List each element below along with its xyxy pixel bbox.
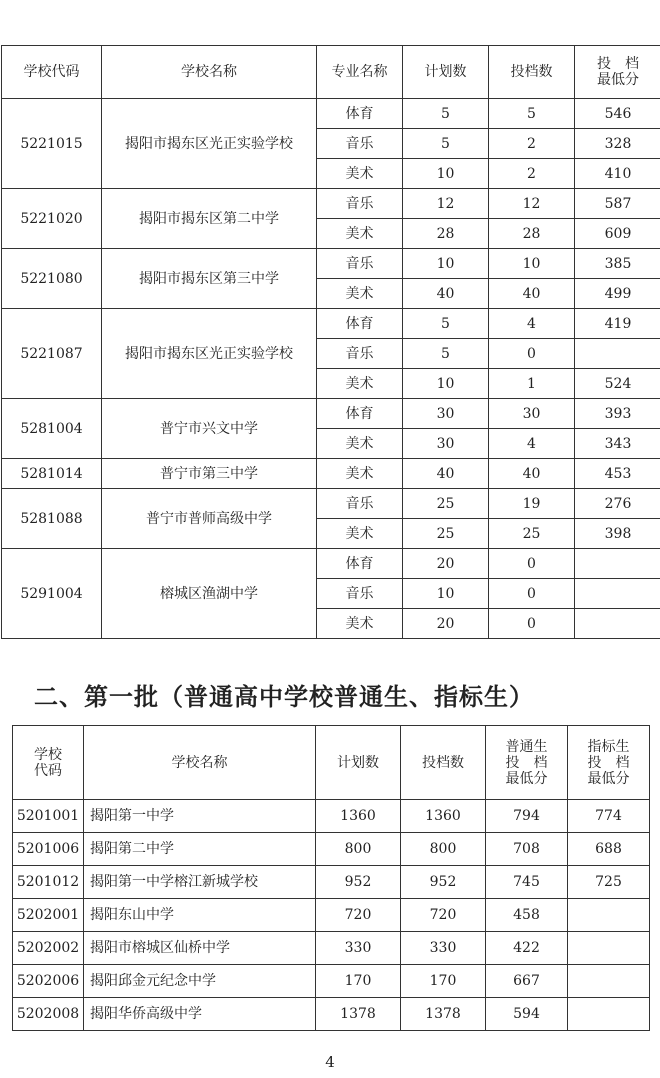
header-min-score xyxy=(575,46,660,99)
min-score: 276 xyxy=(575,489,660,519)
admitted: 4 xyxy=(489,429,575,459)
school-name: 揭阳华侨高级中学 xyxy=(84,998,316,1031)
regular-min-score: 745 xyxy=(486,866,568,899)
admitted: 0 xyxy=(489,579,575,609)
admitted: 330 xyxy=(401,932,486,965)
admitted: 5 xyxy=(489,99,575,129)
table-row xyxy=(13,800,650,833)
school-name: 揭阳第一中学 xyxy=(84,800,316,833)
admitted: 40 xyxy=(489,279,575,309)
table-row xyxy=(13,833,650,866)
plan: 10 xyxy=(403,369,489,399)
plan: 1378 xyxy=(316,998,401,1031)
table-row xyxy=(13,965,650,998)
school-code: 5201006 xyxy=(13,833,84,866)
major: 音乐 xyxy=(317,129,403,159)
major: 美术 xyxy=(317,519,403,549)
table-art-specialty xyxy=(1,45,660,639)
table-header-row xyxy=(2,46,660,99)
admitted: 28 xyxy=(489,219,575,249)
plan: 170 xyxy=(316,965,401,998)
plan: 330 xyxy=(316,932,401,965)
table-header-row xyxy=(13,726,650,800)
plan: 5 xyxy=(403,99,489,129)
school-name: 揭阳第二中学 xyxy=(84,833,316,866)
school-code: 5221015 xyxy=(2,99,102,189)
header-regular-line2: 投 档 xyxy=(505,754,548,771)
major: 美术 xyxy=(317,369,403,399)
quota-min-score xyxy=(568,932,650,965)
header-min-score-line2: 最低分 xyxy=(597,72,639,88)
major: 美术 xyxy=(317,279,403,309)
quota-min-score: 774 xyxy=(568,800,650,833)
header-quota-line1: 指标生 xyxy=(587,738,630,755)
min-score: 587 xyxy=(575,189,660,219)
plan: 30 xyxy=(403,429,489,459)
major: 音乐 xyxy=(317,489,403,519)
quota-min-score xyxy=(568,965,650,998)
table-row xyxy=(2,459,660,489)
plan: 952 xyxy=(316,866,401,899)
plan: 10 xyxy=(403,249,489,279)
plan: 40 xyxy=(403,279,489,309)
header-school-code xyxy=(13,726,84,800)
min-score: 385 xyxy=(575,249,660,279)
regular-min-score: 667 xyxy=(486,965,568,998)
header-quota-min-score xyxy=(568,726,650,800)
major: 美术 xyxy=(317,609,403,639)
plan: 25 xyxy=(403,519,489,549)
regular-min-score: 708 xyxy=(486,833,568,866)
school-name: 揭阳市揭东区第三中学 xyxy=(102,249,317,309)
admitted: 25 xyxy=(489,519,575,549)
quota-min-score: 725 xyxy=(568,866,650,899)
plan: 10 xyxy=(403,579,489,609)
header-school-code-line2: 代码 xyxy=(34,762,62,779)
header-major: 专业名称 xyxy=(317,46,403,99)
admitted: 19 xyxy=(489,489,575,519)
school-code: 5281014 xyxy=(2,459,102,489)
header-quota-line2: 投 档 xyxy=(587,754,630,771)
quota-min-score xyxy=(568,899,650,932)
major: 体育 xyxy=(317,99,403,129)
major: 音乐 xyxy=(317,339,403,369)
admitted: 1 xyxy=(489,369,575,399)
min-score: 609 xyxy=(575,219,660,249)
school-code: 5202006 xyxy=(13,965,84,998)
min-score: 328 xyxy=(575,129,660,159)
plan: 20 xyxy=(403,609,489,639)
major: 音乐 xyxy=(317,189,403,219)
plan: 10 xyxy=(403,159,489,189)
admitted: 4 xyxy=(489,309,575,339)
school-code: 5202008 xyxy=(13,998,84,1031)
school-code: 5201012 xyxy=(13,866,84,899)
plan: 5 xyxy=(403,309,489,339)
admitted: 170 xyxy=(401,965,486,998)
admitted: 1360 xyxy=(401,800,486,833)
major: 体育 xyxy=(317,549,403,579)
admitted: 40 xyxy=(489,459,575,489)
plan: 25 xyxy=(403,489,489,519)
major: 美术 xyxy=(317,459,403,489)
major: 美术 xyxy=(317,429,403,459)
page-number: 4 xyxy=(325,1053,335,1071)
min-score: 343 xyxy=(575,429,660,459)
min-score: 393 xyxy=(575,399,660,429)
admitted: 2 xyxy=(489,159,575,189)
major: 音乐 xyxy=(317,579,403,609)
table-first-batch xyxy=(12,725,650,1031)
major: 体育 xyxy=(317,309,403,339)
school-code: 5281004 xyxy=(2,399,102,459)
school-code: 5281088 xyxy=(2,489,102,549)
table-row xyxy=(13,998,650,1031)
min-score: 453 xyxy=(575,459,660,489)
school-name: 普宁市普师高级中学 xyxy=(102,489,317,549)
section-heading: 二、第一批（普通高中学校普通生、指标生） xyxy=(34,683,534,711)
min-score: 546 xyxy=(575,99,660,129)
min-score: 398 xyxy=(575,519,660,549)
table-row xyxy=(2,549,660,579)
min-score: 419 xyxy=(575,309,660,339)
plan: 5 xyxy=(403,339,489,369)
header-quota-line3: 最低分 xyxy=(587,770,630,787)
min-score: 410 xyxy=(575,159,660,189)
quota-min-score xyxy=(568,998,650,1031)
min-score: 524 xyxy=(575,369,660,399)
school-name: 揭阳市揭东区光正实验学校 xyxy=(102,99,317,189)
table-row xyxy=(2,399,660,429)
min-score: 499 xyxy=(575,279,660,309)
school-code: 5291004 xyxy=(2,549,102,639)
plan: 20 xyxy=(403,549,489,579)
regular-min-score: 594 xyxy=(486,998,568,1031)
plan: 1360 xyxy=(316,800,401,833)
header-admitted: 投档数 xyxy=(401,726,486,800)
school-name: 普宁市兴文中学 xyxy=(102,399,317,459)
plan: 30 xyxy=(403,399,489,429)
major: 音乐 xyxy=(317,249,403,279)
header-min-score-line1: 投 档 xyxy=(597,56,639,72)
school-name: 揭阳市揭东区光正实验学校 xyxy=(102,309,317,399)
min-score xyxy=(575,579,660,609)
school-code: 5221080 xyxy=(2,249,102,309)
regular-min-score: 458 xyxy=(486,899,568,932)
school-code: 5201001 xyxy=(13,800,84,833)
header-school-name: 学校名称 xyxy=(102,46,317,99)
table-row xyxy=(13,899,650,932)
school-name: 揭阳第一中学榕江新城学校 xyxy=(84,866,316,899)
school-name: 揭阳邱金元纪念中学 xyxy=(84,965,316,998)
table-row xyxy=(2,99,660,129)
plan: 720 xyxy=(316,899,401,932)
school-code: 5202001 xyxy=(13,899,84,932)
admitted: 0 xyxy=(489,609,575,639)
admitted: 0 xyxy=(489,549,575,579)
header-regular-line1: 普通生 xyxy=(505,738,548,755)
quota-min-score: 688 xyxy=(568,833,650,866)
admitted: 12 xyxy=(489,189,575,219)
admitted: 0 xyxy=(489,339,575,369)
admitted: 10 xyxy=(489,249,575,279)
admitted: 952 xyxy=(401,866,486,899)
admitted: 720 xyxy=(401,899,486,932)
plan: 5 xyxy=(403,129,489,159)
school-name: 榕城区渔湖中学 xyxy=(102,549,317,639)
plan: 40 xyxy=(403,459,489,489)
table-row xyxy=(2,309,660,339)
header-regular-min-score xyxy=(486,726,568,800)
school-code: 5202002 xyxy=(13,932,84,965)
table-row xyxy=(13,866,650,899)
major: 美术 xyxy=(317,159,403,189)
header-plan: 计划数 xyxy=(403,46,489,99)
school-name: 揭阳市揭东区第二中学 xyxy=(102,189,317,249)
min-score xyxy=(575,609,660,639)
major: 体育 xyxy=(317,399,403,429)
school-name: 揭阳东山中学 xyxy=(84,899,316,932)
admitted: 1378 xyxy=(401,998,486,1031)
table-row xyxy=(13,932,650,965)
header-school-name: 学校名称 xyxy=(84,726,316,800)
school-name: 普宁市第三中学 xyxy=(102,459,317,489)
school-name: 揭阳市榕城区仙桥中学 xyxy=(84,932,316,965)
regular-min-score: 422 xyxy=(486,932,568,965)
school-code: 5221087 xyxy=(2,309,102,399)
table-row xyxy=(2,249,660,279)
regular-min-score: 794 xyxy=(486,800,568,833)
admitted: 30 xyxy=(489,399,575,429)
school-code: 5221020 xyxy=(2,189,102,249)
table-row xyxy=(2,489,660,519)
header-admitted: 投档数 xyxy=(489,46,575,99)
min-score xyxy=(575,549,660,579)
min-score xyxy=(575,339,660,369)
header-regular-line3: 最低分 xyxy=(505,770,548,787)
plan: 28 xyxy=(403,219,489,249)
header-school-code-line1: 学校 xyxy=(34,746,62,763)
header-plan: 计划数 xyxy=(316,726,401,800)
major: 美术 xyxy=(317,219,403,249)
admitted: 2 xyxy=(489,129,575,159)
plan: 12 xyxy=(403,189,489,219)
admitted: 800 xyxy=(401,833,486,866)
table-row xyxy=(2,189,660,219)
header-school-code: 学校代码 xyxy=(2,46,102,99)
plan: 800 xyxy=(316,833,401,866)
